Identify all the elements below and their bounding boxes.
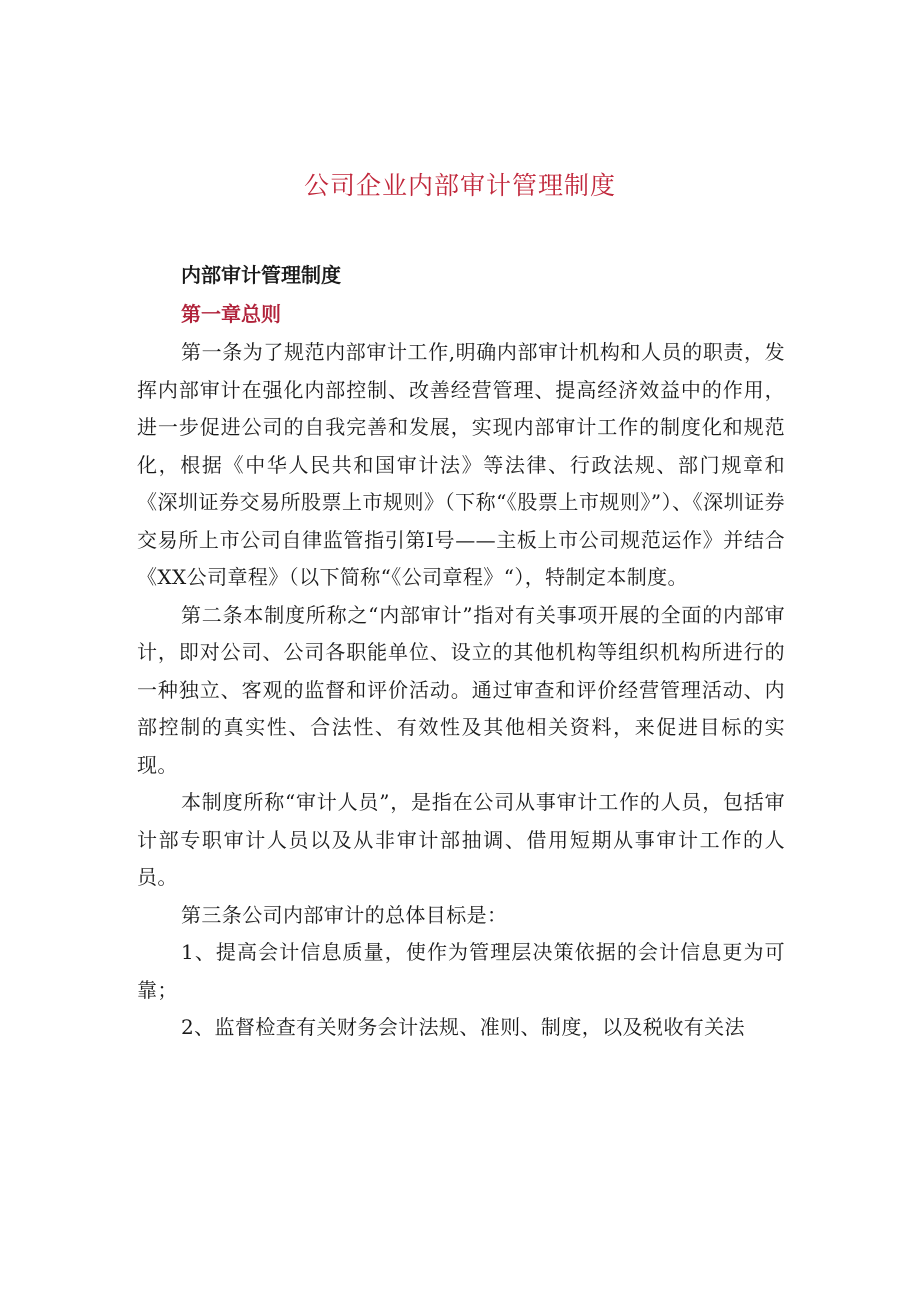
list-item-2: 2、监督检查有关财务会计法规、准则、制度，以及税收有关法 (181, 1015, 745, 1039)
paragraph-article-1: 第一条为了规范内部审计工作,明确内部审计机构和人员的职责，发挥内部审计在强化内部控制、改善经营管理、提高经济效益中的作用，进一步促进公司的自我完善和发展，实现内部审计工作的制度化和规范化，根据《中华人民共和国审计法》等法律、行政法规、部门规章和《深圳证券交易所股票上市规则》（下称“《股票上市规则》”）、《深圳证券交易所上市公司自律监管指引第I号——主板上市公司规范运作》并结合《XX公司章程》（以下简称“《公司章程》“），特制定本制度。 (137, 340, 785, 589)
document-title: 公司企业内部审计管理制度 (303, 171, 616, 200)
list-item-1: 1、提高会计信息质量，使作为管理层决策依据的会计信息更为可靠； (137, 940, 785, 1002)
section-subtitle: 内部审计管理制度 (181, 263, 341, 287)
paragraph-article-2: 第二条本制度所称之“内部审计”指对有关事项开展的全面的内部审计，即对公司、公司各职能单位、设立的其他机构等组织机构所进行的一种独立、客观的监督和评价活动。通过审查和评价经营管理活动、内部控制的真实性、合法性、有效性及其他相关资料，来促进目标的实现。 (137, 602, 785, 777)
paragraph-auditor-definition: 本制度所称“审计人员”，是指在公司从事审计工作的人员，包括审计部专职审计人员以及从非审计部抽调、借用短期从事审计工作的人员。 (137, 790, 785, 889)
chapter-heading: 第一章总则 (181, 302, 281, 326)
paragraph-article-3: 第三条公司内部审计的总体目标是： (181, 902, 508, 927)
document-body (137, 256, 785, 1047)
